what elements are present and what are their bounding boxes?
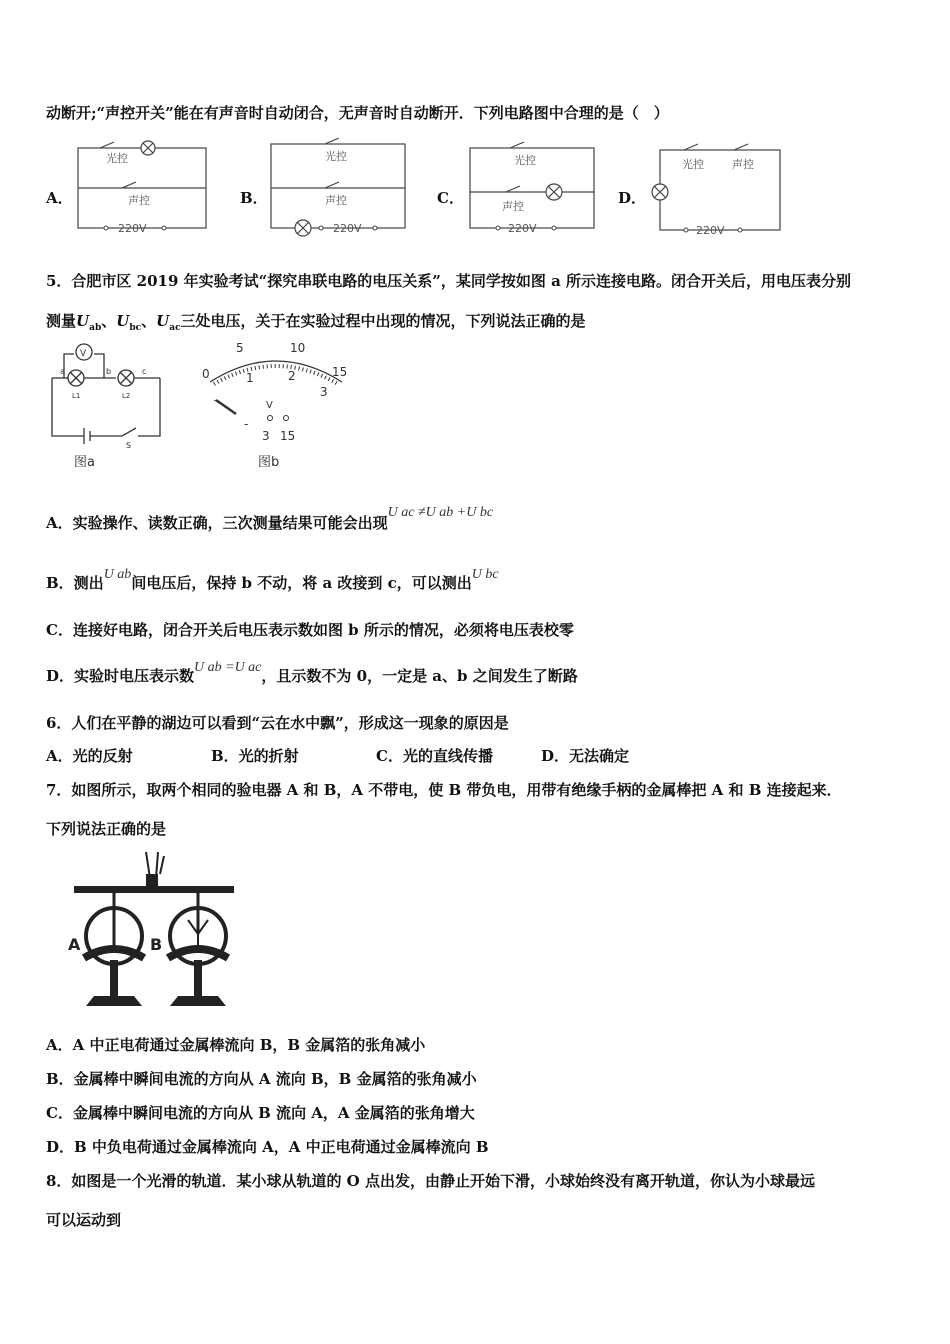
point-c-label: c: [142, 367, 147, 376]
voltmeter-unit-label: V: [266, 400, 273, 411]
label-sound-control: 声控: [732, 158, 754, 171]
q7-option-b: B．金属棒中瞬间电流的方向从 A 流向 B，B 金属箔的张角减小: [46, 1070, 477, 1088]
figure-a-series-circuit: [44, 338, 174, 473]
point-b-label: b: [106, 367, 112, 376]
q7-stem-line2: 下列说法正确的是: [46, 820, 167, 838]
q5-option-c: C．连接好电路，闭合开关后电压表示数如图 b 所示的情况，必须将电压表校零: [46, 621, 574, 639]
electroscope-b-label: B: [150, 935, 163, 954]
figure-a-caption: 图a: [74, 455, 95, 470]
terminal-15: 15: [280, 429, 296, 443]
tick-10: 10: [290, 341, 306, 355]
electroscope-figure: [64, 848, 244, 1012]
equation-a: U ac ≠U ab +U bc: [387, 505, 494, 520]
point-a-label: a: [60, 367, 65, 376]
q5-option-d: D．实验时电压表示数U ab =U ac，且示数不为 0，一定是 a、b 之间发生了断路: [46, 660, 578, 685]
label-light-control: 光控: [106, 152, 128, 165]
label-voltage: 220V: [118, 222, 147, 235]
metal-rod: [74, 886, 234, 893]
q5-option-a: A．实验操作、读数正确，三次测量结果可能会出现U ac ≠U ab +U bc: [46, 505, 494, 532]
terminal-minus: -: [244, 417, 249, 431]
q4-option-a-label: A．: [46, 189, 73, 207]
q4-option-d-label: D．: [618, 189, 647, 207]
q8-stem-line2: 可以运动到: [46, 1211, 122, 1229]
label-voltage: 220V: [508, 222, 537, 235]
equation-ubc: U bc: [471, 567, 499, 582]
q6-option-c: C．光的直线传播: [376, 747, 493, 765]
q4-option-b-label: B．: [240, 189, 268, 207]
switch-label: S: [126, 441, 132, 450]
q4-option-c-label: C．: [437, 189, 464, 207]
q6-option-a: A．光的反射: [46, 747, 133, 765]
q8-stem-line1: 8．如图是一个光滑的轨道．某小球从轨道的 O 点出发，由静止开始下滑，小球始终没有离开轨道，你认为小球最远: [46, 1172, 815, 1190]
u-ab-label: $U_{ab}$: [76, 312, 102, 333]
equation-d: U ab =U ac: [194, 660, 262, 675]
q7-option-c: C．金属棒中瞬间电流的方向从 B 流向 A，A 金属箔的张角增大: [46, 1104, 475, 1122]
u-ac-label: $U_{ac}$: [156, 312, 181, 333]
label-light-control: 光控: [514, 154, 536, 167]
tick-2: 2: [288, 369, 296, 383]
circuit-diagram-a: [70, 138, 210, 238]
lamp-l1-label: L1: [72, 392, 81, 400]
circuit-diagram-b: [263, 138, 413, 238]
voltmeter-label: V: [80, 349, 87, 359]
circuit-diagram-c: [462, 138, 602, 238]
q6-stem: 6．人们在平静的湖边可以看到“云在水中飘”，形成这一现象的原因是: [46, 714, 509, 732]
label-light-control: 光控: [325, 150, 347, 163]
tick-5: 5: [236, 341, 244, 355]
q4-stem: 动断开;“声控开关”能在有声音时自动闭合，无声音时自动断开．下列电路图中合理的是（ ）: [46, 104, 669, 122]
lamp-l2-label: L2: [122, 392, 131, 400]
equation-uab: U ab: [103, 567, 132, 582]
electroscope-a-label: A: [68, 935, 81, 954]
q5-stem-line2: 测量$U_{ab}$、$U_{bc}$、$U_{ac}$三处电压，关于在实验过程中出现的情况，下列说法正确的是: [46, 312, 586, 333]
q7-stem-line1: 7．如图所示，取两个相同的验电器 A 和 B，A 不带电，使 B 带负电，用带有绝缘手柄的金属棒把 A 和 B 连接起来．: [46, 781, 842, 799]
u-bc-label: $U_{bc}$: [116, 312, 142, 333]
figure-b-voltmeter-dial: [196, 338, 356, 473]
label-voltage: 220V: [333, 222, 362, 235]
q6-option-b: B．光的折射: [211, 747, 299, 765]
label-sound-control: 声控: [325, 194, 347, 207]
figure-b-caption: 图b: [258, 455, 280, 470]
q5-option-b: B．测出U ab间电压后，保持 b 不动，将 a 改接到 c，可以测出U bc: [46, 567, 499, 592]
q7-option-a: A．A 中正电荷通过金属棒流向 B，B 金属箔的张角减小: [46, 1036, 426, 1054]
q5-stem-line1: 5．合肥市区 2019 年实验考试“探究串联电路的电压关系”，某同学按如图 a 所示连接电路。闭合开关后，用电压表分别: [46, 272, 852, 290]
tick-1: 1: [246, 371, 254, 385]
q7-option-d: D．B 中负电荷通过金属棒流向 A，A 中正电荷通过金属棒流向 B: [46, 1138, 489, 1156]
label-light-control: 光控: [682, 158, 704, 171]
tick-0: 0: [202, 367, 210, 381]
label-sound-control: 声控: [128, 194, 150, 207]
label-sound-control: 声控: [502, 200, 524, 213]
label-voltage: 220V: [696, 224, 725, 237]
q6-option-d: D．无法确定: [541, 747, 630, 765]
tick-15: 15: [332, 365, 348, 379]
circuit-diagram-d: [648, 142, 788, 238]
tick-3: 3: [320, 385, 328, 399]
terminal-3: 3: [262, 429, 270, 443]
